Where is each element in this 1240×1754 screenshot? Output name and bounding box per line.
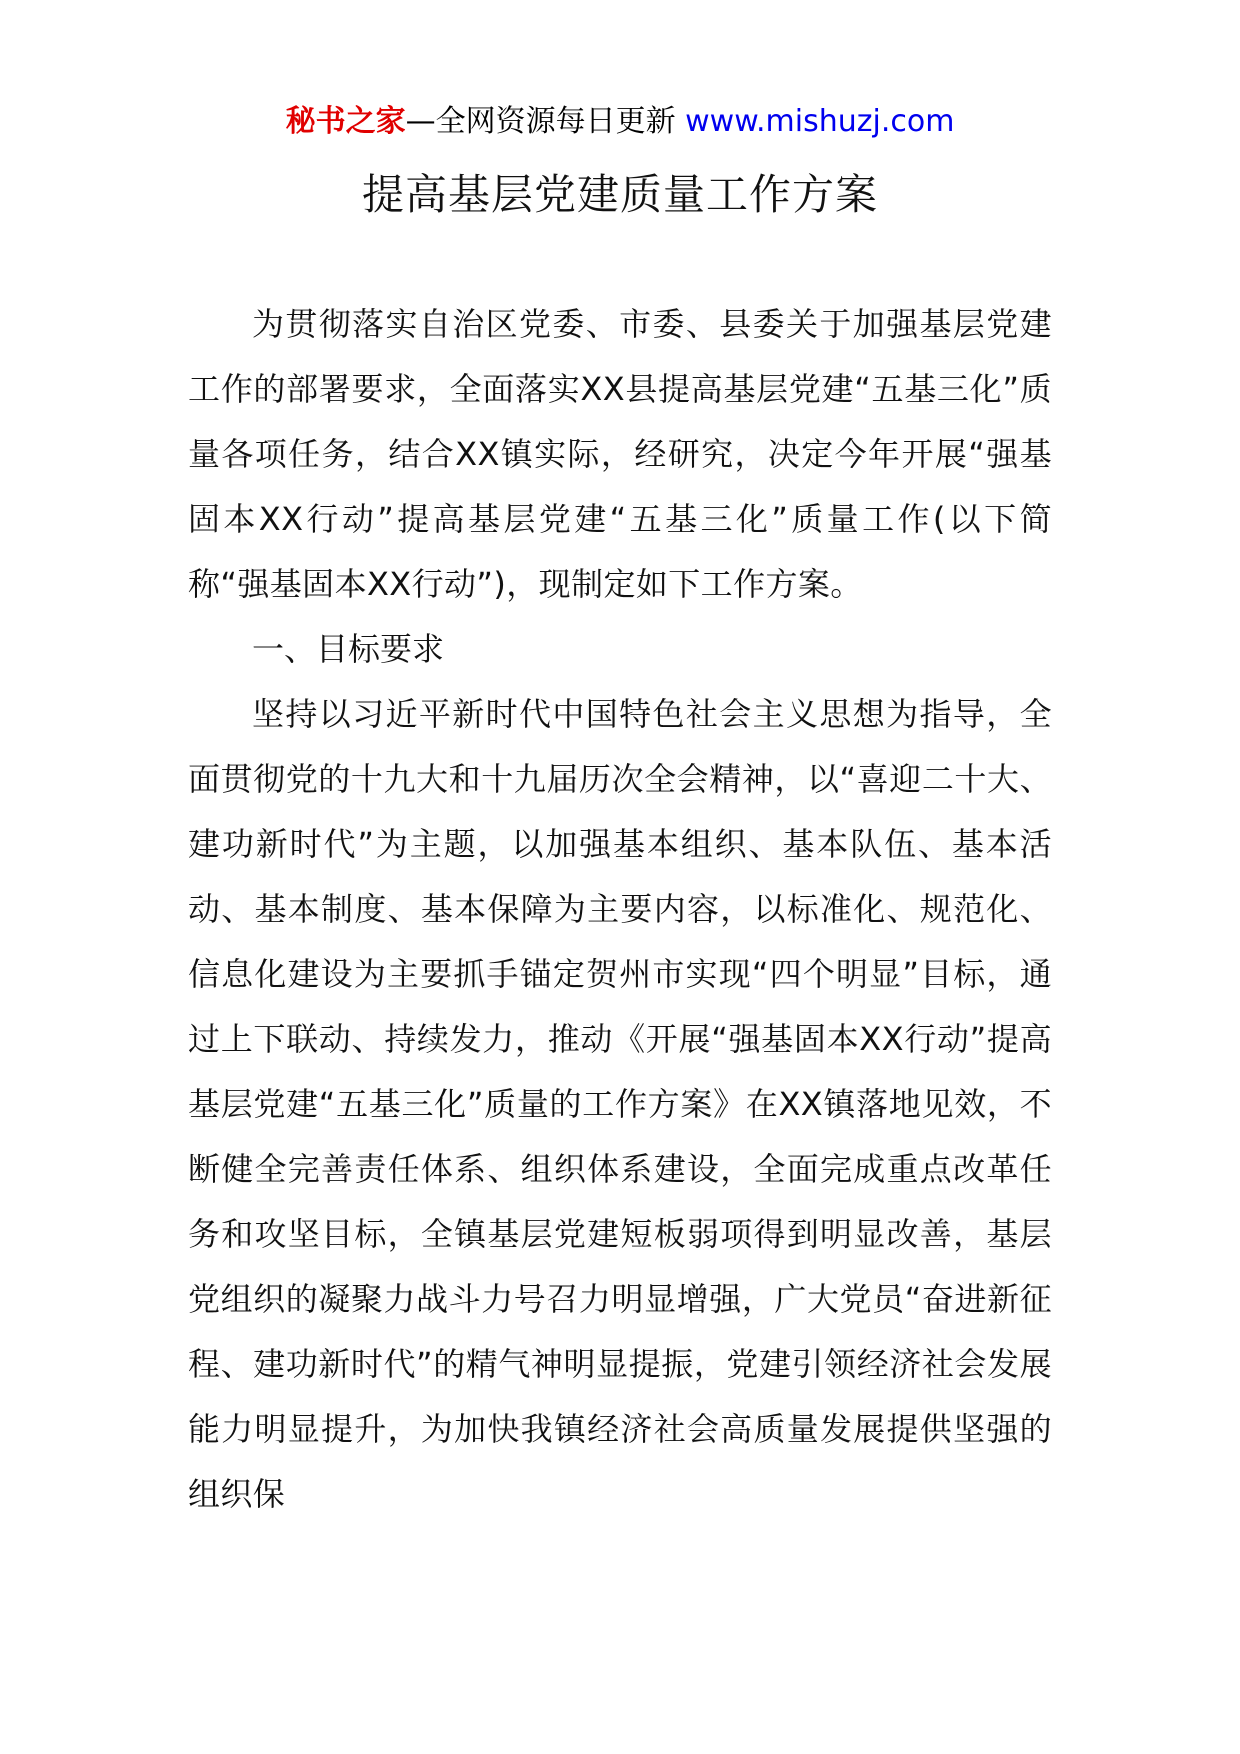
document-title: 提高基层党建质量工作方案 (361, 170, 878, 219)
section-paragraph-goals: 坚持以习近平新时代中国特色社会主义思想为指导，全面贯彻党的十九大和十九届历次全会精神，以“喜迎二十大、建功新时代”为主题，以加强基本组织、基本队伍、基本活动、基本制度、基本保障为主要内容，以标准化、规范化、信息化建设为主要抓手锚定贺州市实现“四个明显”目标，通过上下联动、持续发力，推动《开展“强基固本XX行动”提高基层党建“五基三化”质量的工作方案》在XX镇落地见效，不断健全完善责任体系、组织体系建设，全面完成重点改革任务和攻坚目标，全镇基层党建短板弱项得到明显改善，基层党组织的凝聚力战斗力号召力明显增强，广大党员“奋进新征程、建功新时代”的精气神明显提振，党建引领经济社会发展能力明显提升，为加快我镇经济社会高质量发展提供坚强的组织保 (188, 695, 1052, 1513)
site-url-link[interactable]: www.mishuzj.com (685, 104, 955, 139)
site-tagline: —全网资源每日更新 (405, 104, 686, 139)
document-body (188, 292, 1052, 1527)
intro-paragraph: 为贯彻落实自治区党委、市委、县委关于加强基层党建工作的部署要求，全面落实XX县提高基层党建“五基三化”质量各项任务，结合XX镇实际，经研究，决定今年开展“强基固本XX行动”提高基层党建“五基三化”质量工作(以下简称“强基固本XX行动”)，现制定如下工作方案。 (188, 305, 1052, 603)
section-heading-goals: 一、目标要求 (252, 630, 445, 668)
site-brand: 秘书之家 (285, 104, 406, 139)
site-header (0, 102, 1240, 142)
